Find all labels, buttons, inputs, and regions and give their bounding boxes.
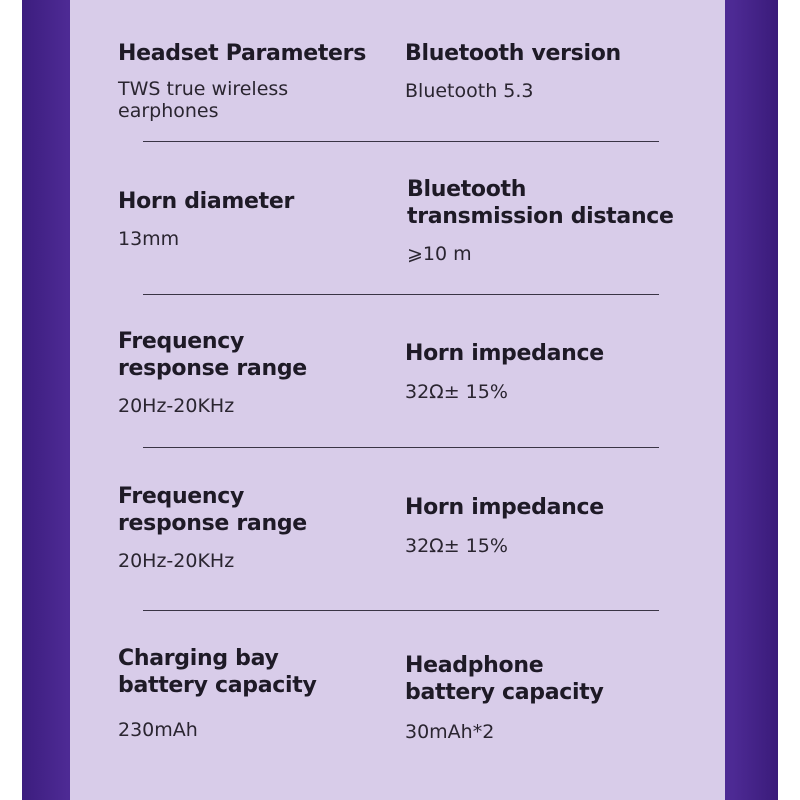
- spec-value: ⩾10 m: [407, 243, 472, 265]
- spec-label: Frequency response range: [118, 329, 307, 381]
- spec-value: 20Hz-20KHz: [118, 395, 235, 417]
- spec-bluetooth-distance: [407, 176, 677, 265]
- spec-value: 32Ω± 15%: [405, 381, 508, 403]
- spec-horn-impedance: [405, 340, 695, 403]
- spec-label: Bluetooth transmission distance: [407, 177, 674, 229]
- spec-charging-bay-capacity: [118, 645, 333, 741]
- spec-value: Bluetooth 5.3: [405, 80, 534, 102]
- spec-value: TWS true wireless earphones: [118, 78, 289, 122]
- row-divider: [143, 141, 659, 142]
- spec-bluetooth-version: [405, 40, 695, 102]
- spec-label: Bluetooth version: [405, 41, 621, 66]
- spec-headphone-capacity: [405, 652, 625, 743]
- row-divider: [143, 294, 659, 295]
- spec-label: Frequency response range: [118, 484, 307, 536]
- row-divider: [143, 610, 659, 611]
- spec-label: Charging bay battery capacity: [118, 646, 317, 698]
- spec-panel: [70, 0, 725, 800]
- spec-value: 32Ω± 15%: [405, 535, 508, 557]
- spec-headset-parameters: [118, 40, 408, 122]
- spec-horn-impedance: [405, 494, 695, 557]
- spec-value: 13mm: [118, 228, 180, 250]
- spec-frequency-response: [118, 483, 318, 572]
- spec-value: 30mAh*2: [405, 721, 495, 743]
- spec-label: Horn impedance: [405, 341, 604, 366]
- spec-label: Horn diameter: [118, 189, 295, 214]
- spec-label: Horn impedance: [405, 495, 604, 520]
- spec-frequency-response: [118, 328, 318, 417]
- spec-horn-diameter: [118, 188, 408, 250]
- row-divider: [143, 447, 659, 448]
- spec-label: Headphone battery capacity: [405, 653, 604, 705]
- spec-label: Headset Parameters: [118, 41, 367, 66]
- spec-value: 230mAh: [118, 719, 198, 741]
- spec-value: 20Hz-20KHz: [118, 550, 235, 572]
